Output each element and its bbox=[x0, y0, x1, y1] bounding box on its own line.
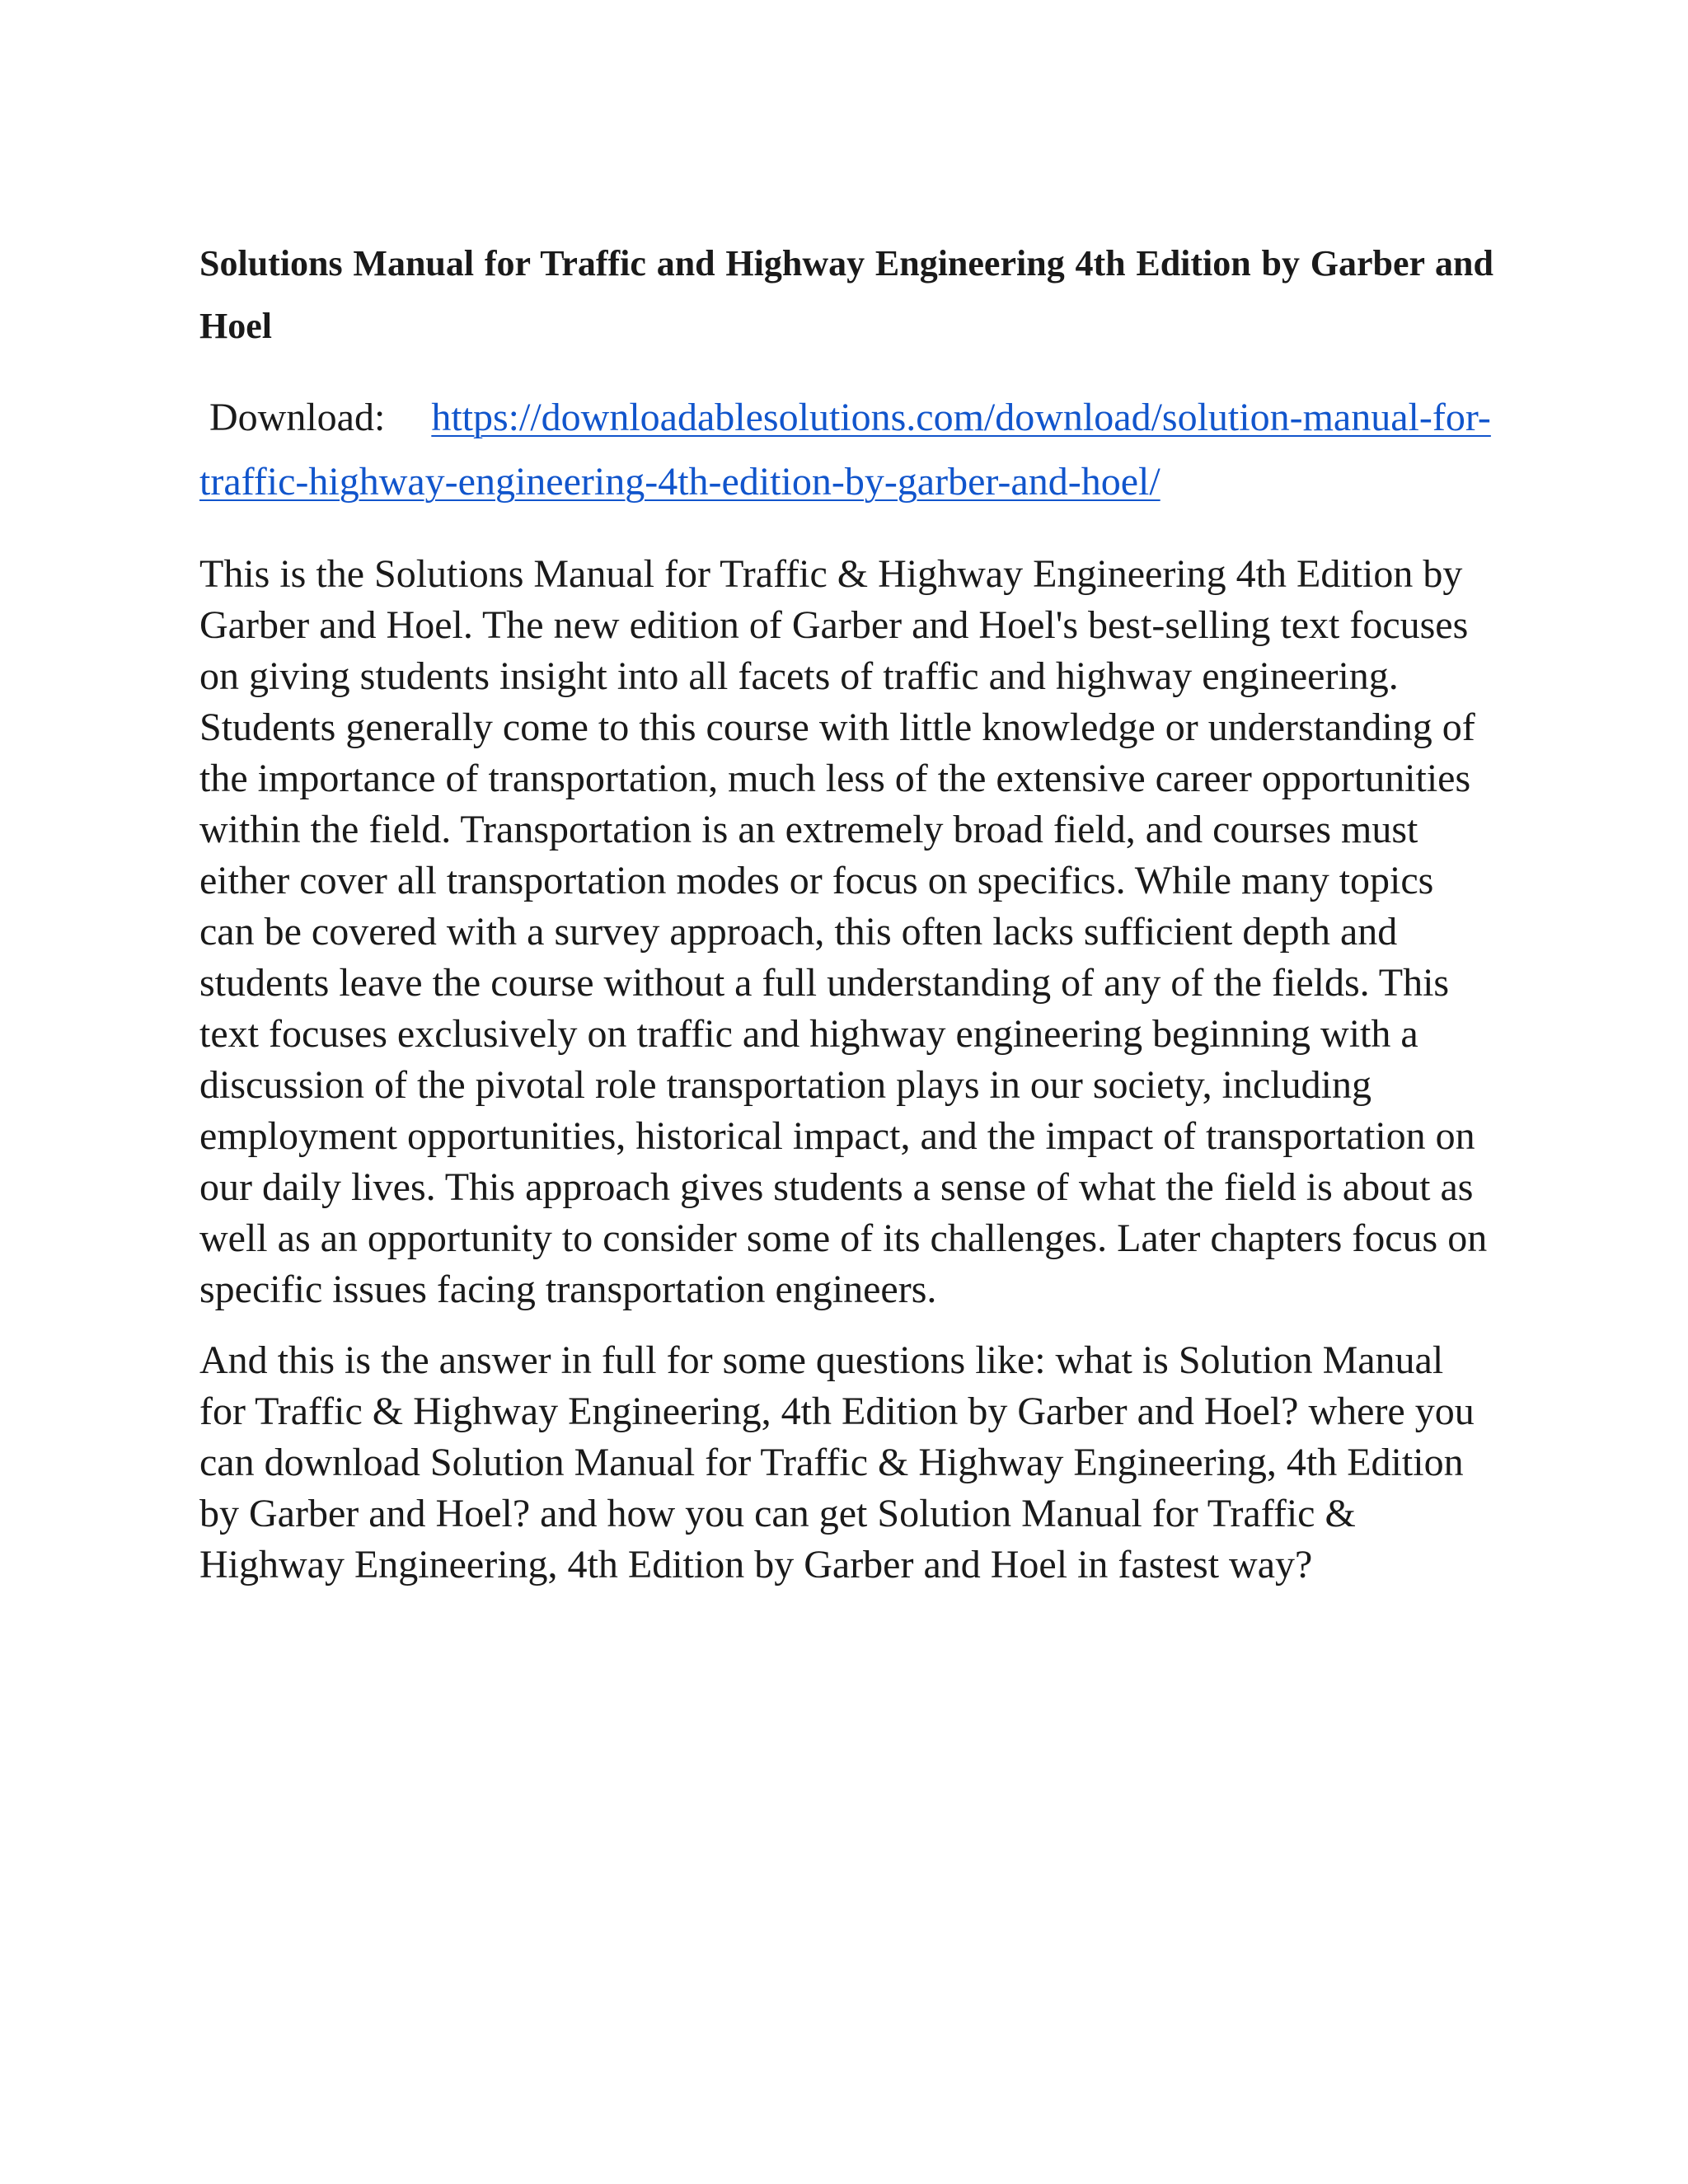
download-line bbox=[199, 386, 1493, 514]
document-title: Solutions Manual for Traffic and Highway Engineering 4th Edition by Garber and Hoel bbox=[199, 243, 1493, 346]
download-label: Download: bbox=[209, 396, 386, 439]
download-link[interactable]: https://downloadablesolutions.com/download/solution-manual-for-traffic-highway-engineering-4th-edition-by-garber-and-hoel/ bbox=[199, 396, 1491, 504]
document-content bbox=[199, 232, 1493, 1591]
faq-paragraph: And this is the answer in full for some questions like: what is Solution Manual for Traffic & Highway Engineering, 4th Edition by Garber and Hoel? where you can download Solution Manual for Traffic & Highway Engineering, 4th Edition by Garber and Hoel? and how you can get Solution Manual for Traffic & Highway Engineering, 4th Edition by Garber and Hoel in fastest way? bbox=[199, 1338, 1475, 1586]
description-paragraph: This is the Solutions Manual for Traffic & Highway Engineering 4th Edition by Garber and Hoel. The new edition of Garber and Hoel's best-selling text focuses on giving students insight into all facets of traffic and highway engineering. Students generally come to this course with little knowledge or understanding of the importance of transportation, much less of the extensive career opportunities within the field. Transportation is an extremely broad field, and courses must either cover all transportation modes or focus on specifics. While many topics can be covered with a survey approach, this often lacks sufficient depth and students leave the course without a full understanding of any of the fields. This text focuses exclusively on traffic and highway engineering beginning with a discussion of the pivotal role transportation plays in our society, including employment opportunities, historical impact, and the impact of transportation on our daily lives. This approach gives students a sense of what the field is about as well as an opportunity to consider some of its challenges. Later chapters focus on specific issues facing transportation engineers. bbox=[199, 552, 1488, 1311]
